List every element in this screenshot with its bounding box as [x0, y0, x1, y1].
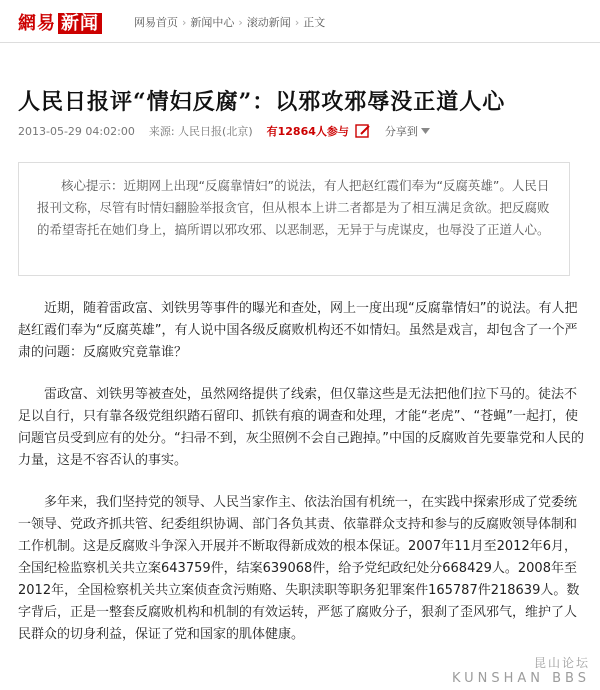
article-paragraph: 雷政富、刘铁男等被查处，虽然网络提供了线索，但仅靠这些是无法把他们拉下马的。徒法不足以自行，只有靠各级党组织踏石留印、抓铁有痕的调查和处理，才能“老虎”、“苍蝇”一起打，使问题官员受到应有的处分。“扫帚不到，灰尘照例不会自己跑掉。”中国的反腐败首先要靠党和人民的力量，这是不容否认的事实。 [18, 387, 584, 468]
share-label: 分享到 [384, 125, 418, 138]
breadcrumb-news-center[interactable]: 新闻中心 [190, 16, 235, 29]
participation-group [267, 123, 371, 139]
summary-box [18, 162, 570, 276]
participants-link[interactable]: 有12864人参与 [266, 125, 349, 138]
share-button[interactable] [385, 123, 430, 139]
watermark-line1: 昆山论坛 [533, 656, 590, 670]
logo-news: 新闻 [58, 13, 102, 34]
article-source: 来源: 人民日报(北京) [148, 125, 253, 138]
watermark-line2: KUNSHAN BBS [451, 671, 590, 686]
breadcrumb-home[interactable]: 网易首页 [134, 16, 178, 29]
article-paragraph: 近期，随着雷政富、刘铁男等事件的曝光和查处，网上一度出现“反腐靠情妇”的说法。有人把赵红霞们奉为“反腐英雄”，有人说中国各级反腐败机构还不如情妇。虽然是戏言，却包含了一个严肃的问题：反腐败究竟靠谁？ [18, 301, 578, 360]
chevron-down-icon [421, 128, 430, 134]
watermark [452, 654, 590, 686]
article-meta [18, 123, 430, 139]
article-paragraph: 多年来，我们坚持党的领导、人民当家作主、依法治国有机统一，在实践中探索形成了党委统一领导、党政齐抓共管、纪委组织协调、部门各负其责、依靠群众支持和参与的反腐败领导体制和工作机制。这是反腐败斗争深入开展并不断取得新成效的根本保证。2007年11月至2012年6月，全国纪检监察机关共立案643759件，结案639068件，给予党纪政纪处分668429人。2008年至2012年，全国检察机关共立案侦查贪污贿赂、失职渎职等职务犯罪案件165787件218639人。数字背后，正是一整套反腐败机构和机制的有效运转，严惩了腐败分子，狠刹了歪风邪气，维护了人民群众的切身利益，保证了党和国家的肌体健康。 [18, 495, 580, 642]
breadcrumb-separator-icon: › [238, 15, 243, 29]
article-title: 人民日报评“情妇反腐”：以邪攻邪辱没正道人心 [18, 88, 506, 115]
netease-news-logo[interactable] [18, 9, 102, 35]
top-navigation-bar [0, 0, 600, 43]
breadcrumb-rolling-news[interactable]: 滚动新闻 [246, 16, 291, 29]
breadcrumb-separator-icon: › [182, 15, 187, 29]
breadcrumb-current: 正文 [303, 16, 326, 29]
breadcrumb-separator-icon: › [294, 15, 300, 29]
summary-text: 核心提示：近期网上出现“反腐靠情妇”的说法，有人把赵红霞们奉为“反腐英雄”。人民日报刊文称，尽管有时情妇翻脸举报贪官，但从根本上讲二者都是为了相互满足贪欲。把反腐败的希望寄托在她们身上，搞所谓以邪攻邪、以恶制恶，无异于与虎谋皮，也辱没了正道人心。 [37, 178, 550, 237]
logo-netease: 網易 [18, 13, 56, 34]
pen-icon[interactable] [355, 124, 371, 138]
breadcrumb [134, 14, 325, 30]
publish-datetime: 2013-05-29 04:02:00 [18, 124, 135, 138]
article-body [18, 298, 584, 666]
